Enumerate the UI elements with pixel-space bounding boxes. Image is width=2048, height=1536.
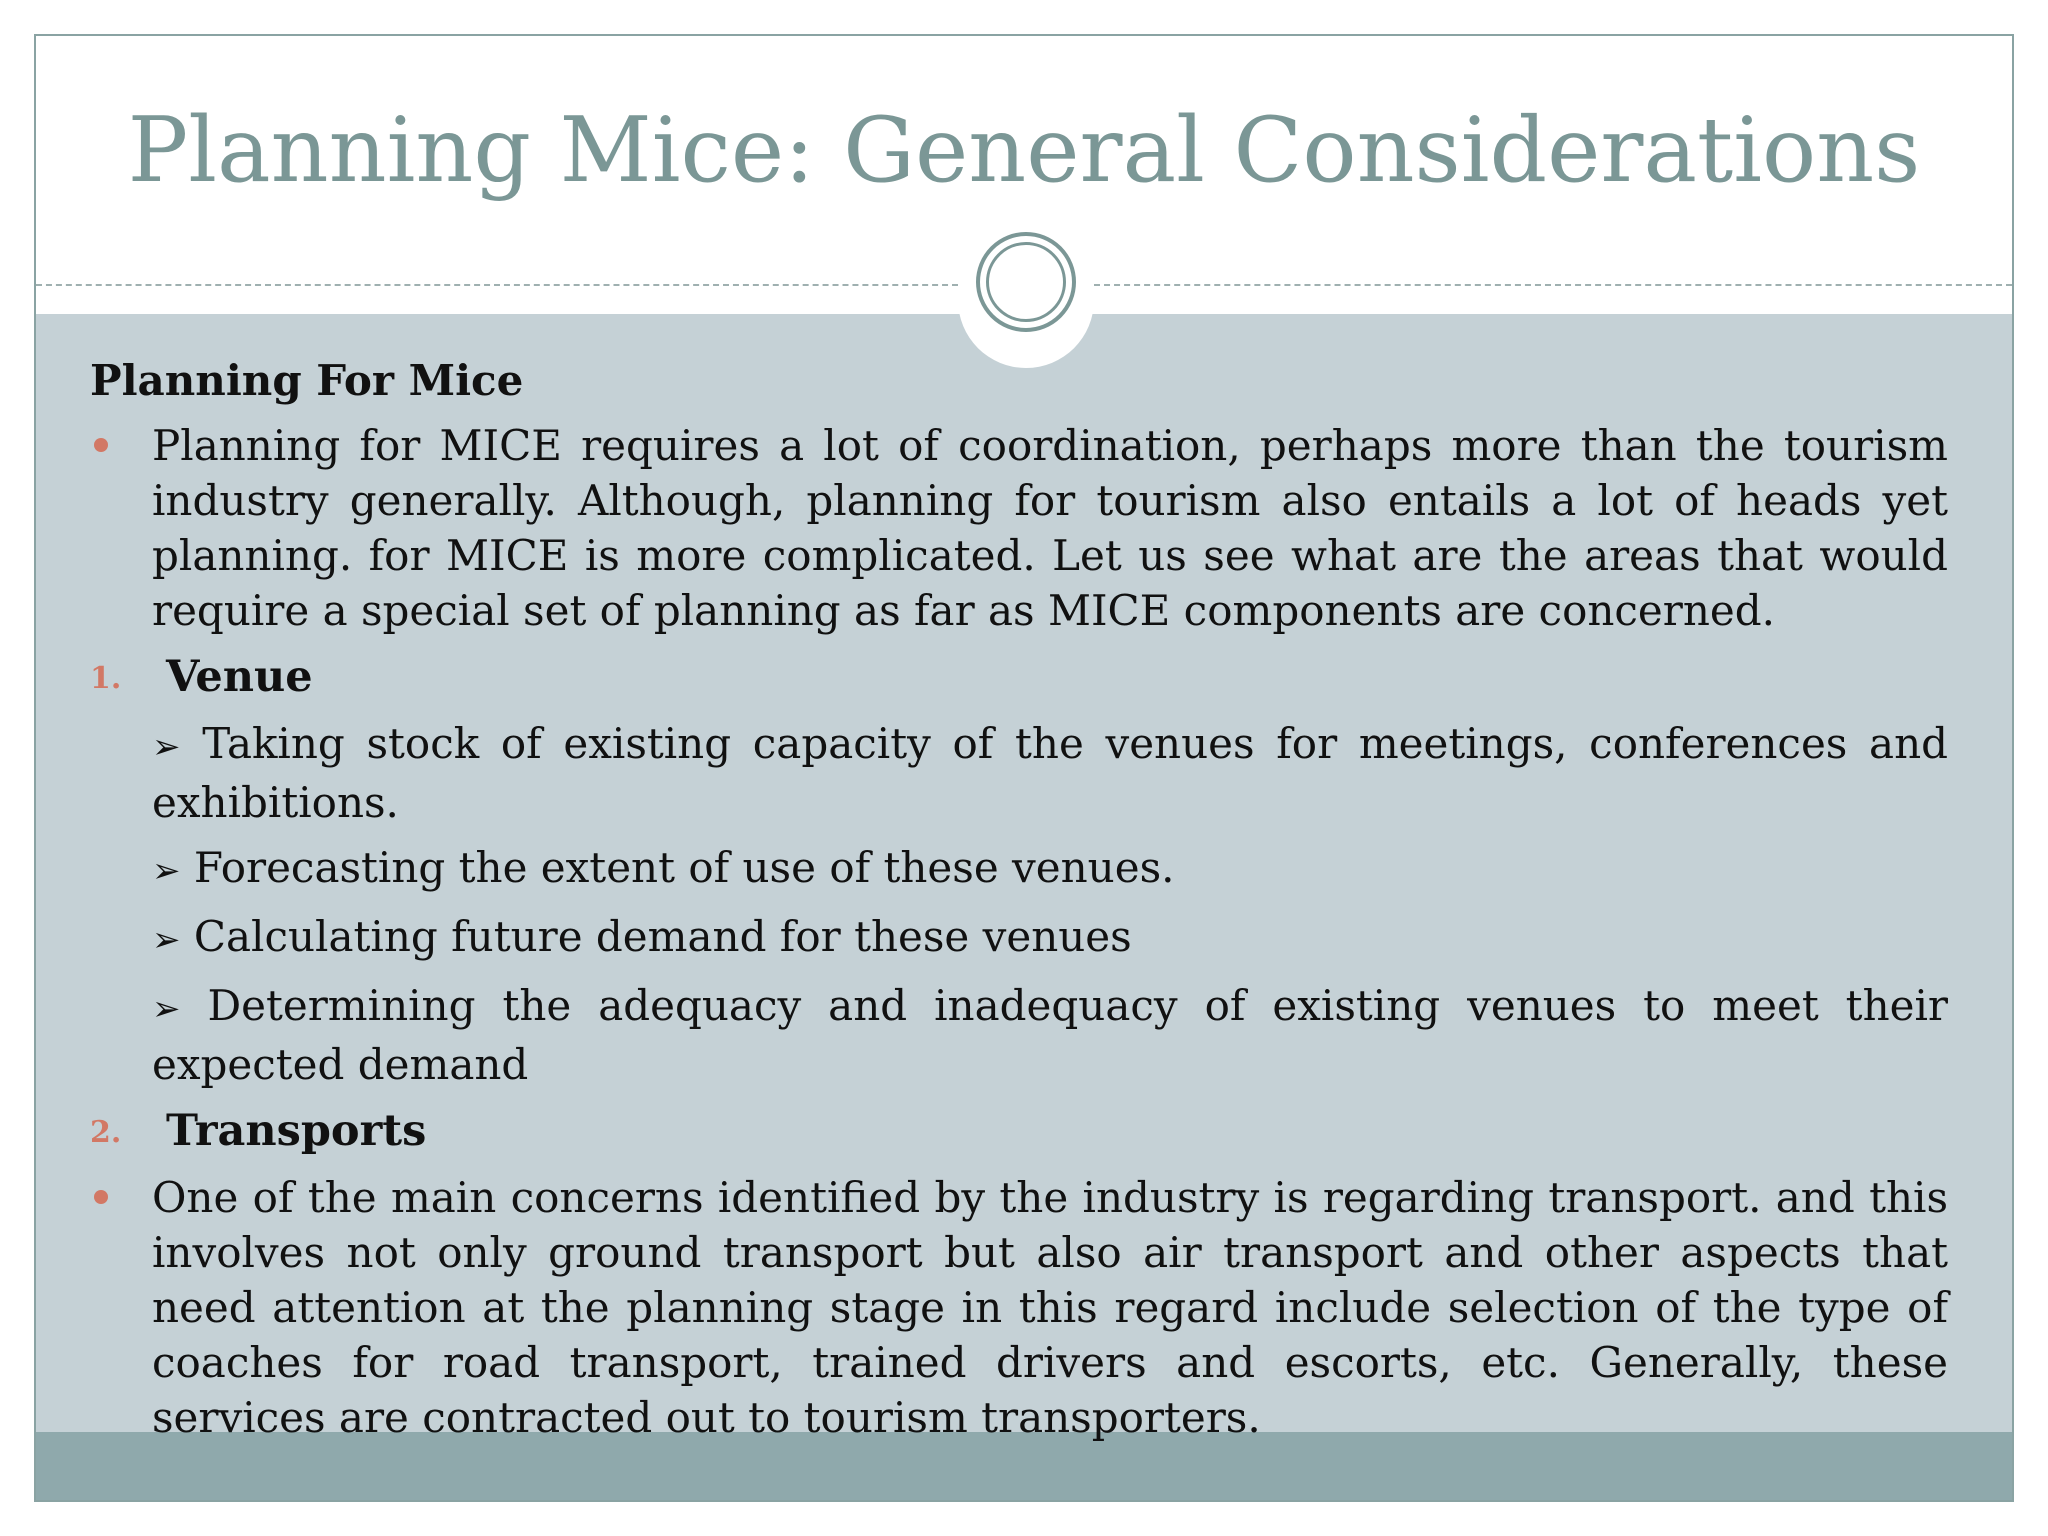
arrow-bullet-icon: ➢ [152, 727, 181, 767]
venue-point [90, 716, 1948, 830]
venue-point-text: Taking stock of existing capacity of the venues for meetings, conferences and exhibitions. [152, 719, 1949, 827]
section-number: 2. [90, 1115, 122, 1150]
section-title: Venue [166, 652, 313, 702]
venue-point [90, 840, 1948, 899]
slide [34, 34, 2014, 1502]
venue-point-text: Calculating future demand for these venues [193, 912, 1132, 961]
arrow-bullet-icon: ➢ [152, 989, 181, 1029]
venue-point [90, 909, 1948, 968]
arrow-bullet-icon: ➢ [152, 851, 181, 891]
section-transports [90, 1102, 1948, 1160]
bullet-dot-icon [94, 438, 108, 452]
venue-point [90, 978, 1948, 1092]
transport-bullet [90, 1170, 1948, 1445]
ring-inner-ornament [986, 242, 1066, 322]
slide-content [90, 352, 1948, 1455]
section-number: 1. [90, 661, 122, 696]
bullet-dot-icon [94, 1190, 108, 1204]
venue-point-text: Forecasting the extent of use of these venues. [193, 843, 1175, 892]
divider-right [1094, 284, 2012, 286]
intro-text: Planning for MICE requires a lot of coordination, perhaps more than the tourism industry generally. Although, planning for tourism also entails a lot of heads yet planning. for MICE is more complicated. Let us see what are the areas that would require a special set of planning as far as MICE components are concerned. [152, 421, 1948, 635]
divider-left [36, 284, 958, 286]
venue-point-text: Determining the adequacy and inadequacy of existing venues to meet their expected demand [152, 981, 1948, 1089]
intro-bullet [90, 418, 1948, 638]
section-venue [90, 648, 1948, 706]
arrow-bullet-icon: ➢ [152, 920, 181, 960]
section-title: Transports [166, 1106, 427, 1156]
slide-title: Planning Mice: General Considerations [127, 98, 1921, 203]
transport-text: One of the main concerns identified by the industry is regarding transport. and this involves not only ground transport but also air transport and other aspects that need attention at the planning stage in this regard include selection of the type of coaches for road transport, trained drivers and escorts, etc. Generally, these services are contracted out to tourism transporters. [152, 1173, 1948, 1442]
section-heading: Planning For Mice [90, 356, 524, 405]
